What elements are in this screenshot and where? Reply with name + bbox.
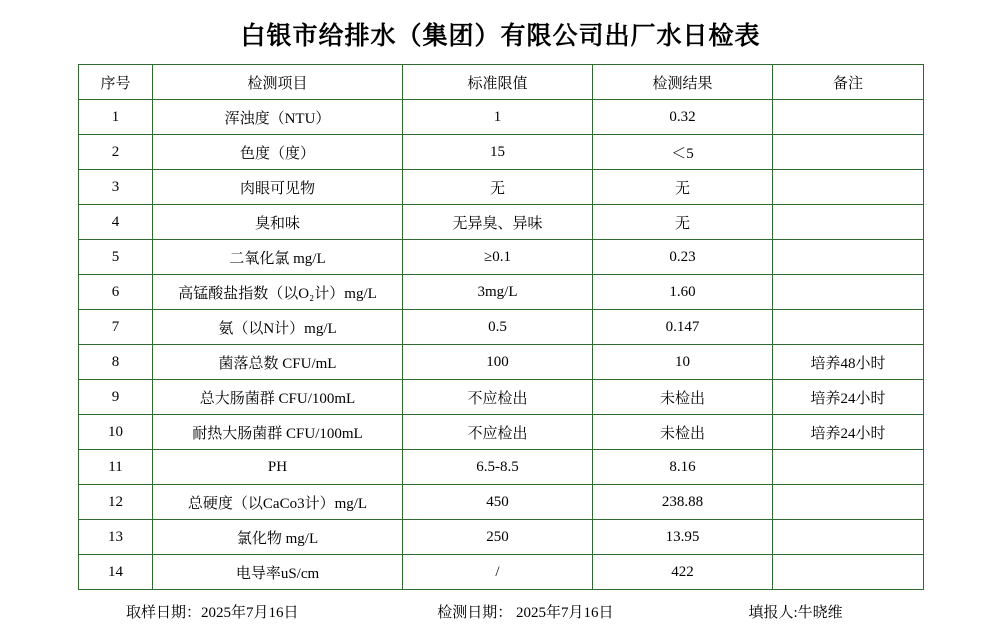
cell-result: 422 [593,555,773,590]
cell-no: 3 [79,170,153,205]
cell-limit: 无异臭、异味 [403,205,593,240]
cell-result: 13.95 [593,520,773,555]
cell-limit: 250 [403,520,593,555]
cell-remark [773,240,924,275]
cell-item: 二氧化氯 mg/L [153,240,403,275]
table-header [79,65,924,100]
cell-limit: 100 [403,345,593,380]
cell-remark [773,520,924,555]
table-row [79,170,924,205]
page-title: 白银市给排水（集团）有限公司出厂水日检表 [240,23,761,50]
water-quality-table [78,64,924,590]
cell-remark [773,135,924,170]
table-body [79,100,924,590]
table-row [79,555,924,590]
cell-no: 14 [79,555,153,590]
cell-result: 10 [593,345,773,380]
table-header-row [79,65,924,100]
cell-limit: ≥0.1 [403,240,593,275]
cell-limit: 6.5-8.5 [403,450,593,485]
cell-remark [773,310,924,345]
cell-limit: 不应检出 [403,415,593,450]
cell-result: 未检出 [593,415,773,450]
cell-no: 9 [79,380,153,415]
cell-remark: 培养48小时 [773,345,924,380]
cell-no: 5 [79,240,153,275]
cell-result: 无 [593,205,773,240]
cell-item: 电导率uS/cm [153,555,403,590]
table-row [79,310,924,345]
cell-limit: 3mg/L [403,275,593,310]
cell-no: 11 [79,450,153,485]
cell-remark [773,170,924,205]
column-header-item: 检测项目 [153,65,403,100]
cell-no: 12 [79,485,153,520]
table-row [79,275,924,310]
cell-no: 10 [79,415,153,450]
cell-item: 氯化物 mg/L [153,520,403,555]
cell-result: 未检出 [593,380,773,415]
cell-limit: 15 [403,135,593,170]
cell-no: 2 [79,135,153,170]
table-row [79,135,924,170]
cell-remark [773,275,924,310]
column-header-remark: 备注 [773,65,924,100]
cell-remark: 培养24小时 [773,415,924,450]
cell-no: 6 [79,275,153,310]
cell-item: 肉眼可见物 [153,170,403,205]
table-row [79,415,924,450]
footer [78,590,923,622]
cell-item: 耐热大肠菌群 CFU/100mL [153,415,403,450]
cell-item: 总硬度（以CaCo3计）mg/L [153,485,403,520]
cell-result: 8.16 [593,450,773,485]
cell-item: 臭和味 [153,205,403,240]
cell-limit: 0.5 [403,310,593,345]
cell-remark: 培养24小时 [773,380,924,415]
cell-item: 氨（以N计）mg/L [153,310,403,345]
table-row [79,100,924,135]
table-row [79,205,924,240]
cell-result: 238.88 [593,485,773,520]
cell-limit: 不应检出 [403,380,593,415]
cell-result: 0.23 [593,240,773,275]
reporter-name: 填报人:牛晓维 [748,605,843,621]
column-header-result: 检测结果 [593,65,773,100]
report-table-container [0,64,1001,590]
cell-remark [773,485,924,520]
cell-item: 总大肠菌群 CFU/100mL [153,380,403,415]
column-header-no: 序号 [79,65,153,100]
cell-item: PH [153,450,403,485]
cell-result: 0.147 [593,310,773,345]
table-row [79,450,924,485]
cell-remark [773,100,924,135]
cell-result: 1.60 [593,275,773,310]
table-row [79,485,924,520]
cell-no: 1 [79,100,153,135]
cell-limit: 1 [403,100,593,135]
cell-no: 8 [79,345,153,380]
table-row [79,240,924,275]
cell-no: 13 [79,520,153,555]
cell-no: 7 [79,310,153,345]
cell-item: 色度（度） [153,135,403,170]
cell-limit: 无 [403,170,593,205]
column-header-limit: 标准限值 [403,65,593,100]
cell-result: ＜5 [593,135,773,170]
cell-no: 4 [79,205,153,240]
table-row [79,345,924,380]
cell-remark [773,205,924,240]
cell-item: 菌落总数 CFU/mL [153,345,403,380]
cell-result: 0.32 [593,100,773,135]
cell-limit: / [403,555,593,590]
test-date: 检测日期： 2025年7月16日 [437,605,614,621]
cell-item: 高锰酸盐指数（以O₂计）mg/L [153,275,403,310]
cell-result: 无 [593,170,773,205]
cell-remark [773,555,924,590]
cell-limit: 450 [403,485,593,520]
cell-remark [773,450,924,485]
sampling-date: 取样日期：2025年7月16日 [126,605,299,621]
table-row [79,380,924,415]
cell-item: 浑浊度（NTU） [153,100,403,135]
table-row [79,520,924,555]
